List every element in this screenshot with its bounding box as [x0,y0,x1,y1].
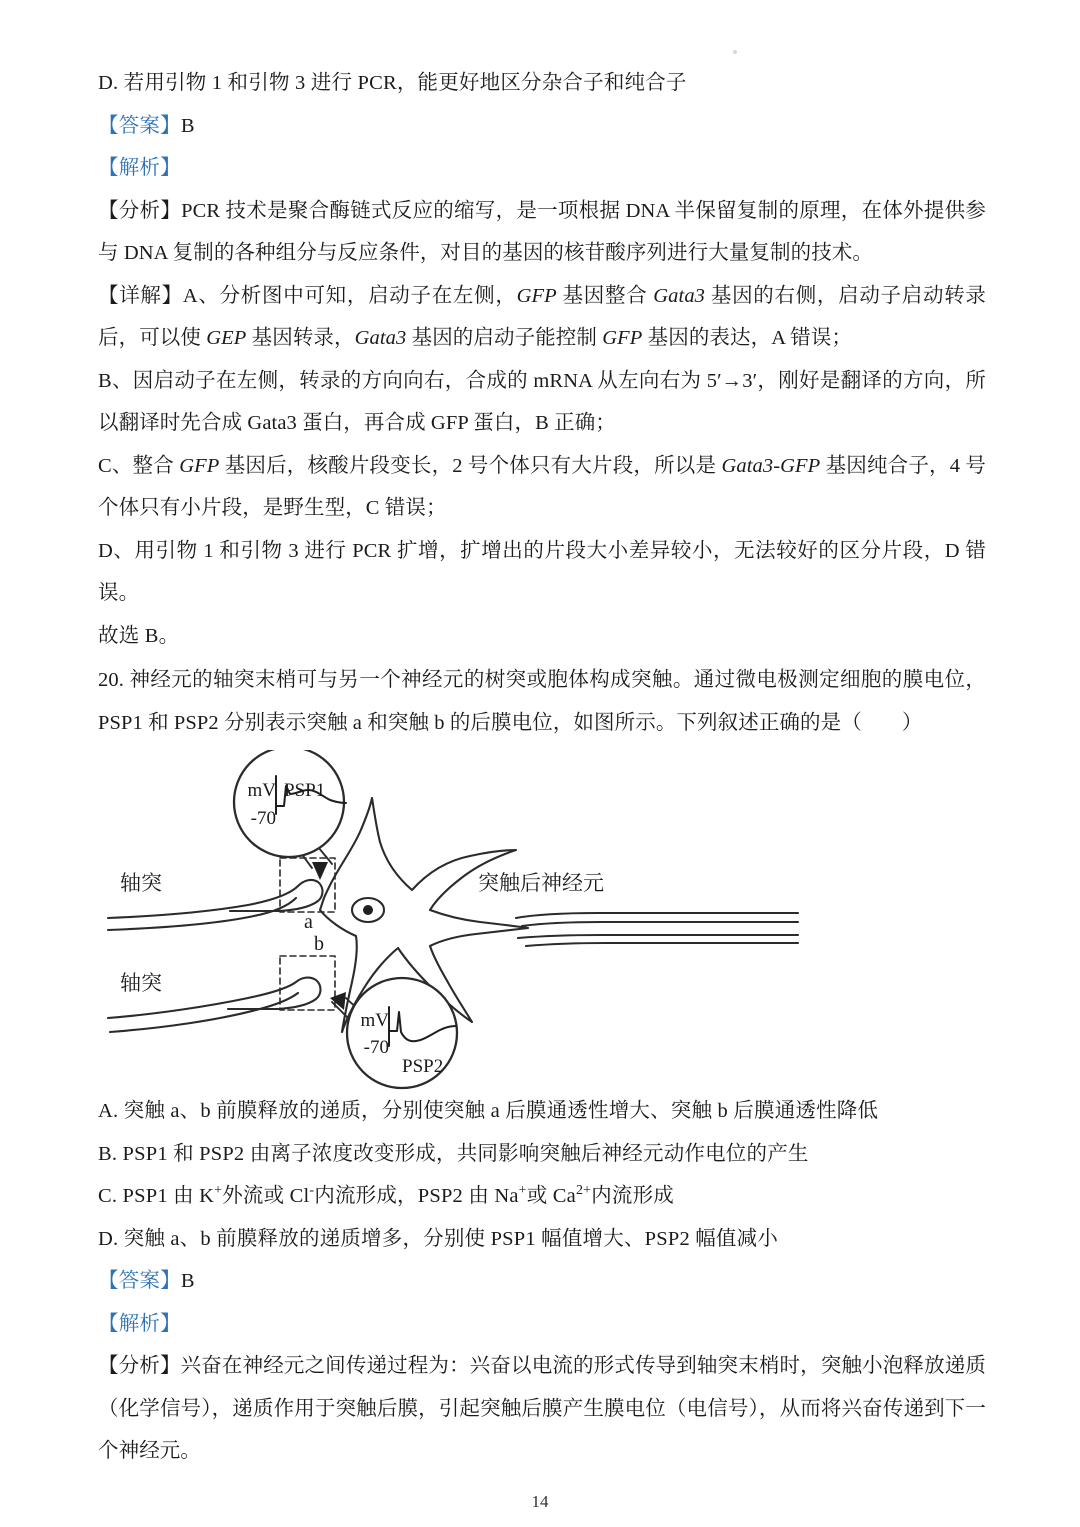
neuron-diagram-svg [98,750,986,1090]
option-c-sup-cl: - [309,1183,315,1199]
explanation-bracket-label: 【解析】 [98,157,181,179]
q20-explanation-bracket-label: 【解析】 [98,1312,181,1335]
question-20-option-d: D. 突触 a、b 前膜释放的递质增多，分别使 PSP1 幅值增大、PSP2 幅值减小 [98,1227,779,1250]
gene-gfp: GFP [516,284,557,307]
neuron-synapse-figure [98,750,986,1090]
prev-detail-d-paragraph: D、用引物 1 和引物 3 进行 PCR 扩增，扩增出的片段大小差异较小，无法较好的区分片段，D 错误。 [98,539,986,604]
option-c-sup-k: + [214,1183,223,1199]
psp2-trace-label: PSP2 [402,1056,444,1077]
detail-c-seg2: 基因后，核酸片段变长，2 号个体只有大片段，所以是 [219,454,722,477]
gene-gfp-2: GFP [602,327,643,349]
question-20-option-c [98,1175,986,1218]
detail-a-seg3: 基因的右侧，启动子启动转录后，可以使 [98,284,987,349]
option-c-sup-na: + [518,1183,527,1199]
gene-gep: GEP [206,327,247,349]
prev-analysis-paragraph [98,190,986,275]
prev-detail-a-paragraph [98,275,986,360]
gene-gata3-gfp: Gata3-GFP [721,454,821,477]
option-c-seg1: C. PSP1 由 K [98,1185,215,1207]
page-content [98,62,986,1473]
psp1-trace-label: PSP1 [284,780,326,801]
option-c-sup-ca: 2+ [575,1183,592,1199]
gene-gata3-b: Gata3 [354,327,407,349]
detail-c-seg1: C、整合 [98,454,180,477]
option-c-seg5: 内流形成 [591,1185,674,1207]
question-20-option-b: B. PSP1 和 PSP2 由离子浓度改变形成，共同影响突触后神经元动作电位的产生 [98,1142,809,1165]
psp1-baseline-label: -70 [250,808,276,829]
detail-bracket-label: 【详解】 [98,284,183,307]
nucleolus [363,905,373,915]
psp2-unit-label: mV [360,1010,389,1031]
axon-label-bottom: 轴突 [120,972,162,995]
prev-explanation-header [98,147,986,190]
question-20-stem-tail: ） [901,711,923,734]
answer-bracket-label: 【答案】 [98,114,181,137]
option-c-seg2: 外流或 Cl [222,1185,310,1207]
option-c-seg3: 内流形成，PSP2 由 Na [314,1185,519,1207]
synapse-b-label: b [314,933,324,955]
psp1-unit-label: mV [247,780,276,801]
prev-conclusion: 故选 B。 [98,624,180,647]
psp1-callout-circle [234,750,344,857]
analysis-bracket-label: 【分析】 [98,199,182,222]
gene-gata3: Gata3 [653,284,706,307]
psp2-baseline-label: -70 [363,1037,389,1058]
prev-question-option-d: D. 若用引物 1 和引物 3 进行 PCR，能更好地区分杂合子和纯合子 [98,72,687,94]
analysis-body: PCR 技术是聚合酶链式反应的缩写，是一项根据 DNA 半保留复制的原理，在体外提供参与 DNA 复制的各种组分与反应条件，对目的基因的核苷酸序列进行大量复制的技术。 [98,199,986,264]
question-20-stem [98,659,986,744]
q20-analysis-body: 兴奋在神经元之间传递过程为：兴奋以电流的形式传导到轴突末梢时，突触小泡释放递质（化学信号），递质作用于突触后膜，引起突触后膜产生膜电位（电信号），从而将兴奋传递到下一个神经元。 [98,1355,986,1462]
prev-detail-c-paragraph [98,445,986,530]
q20-analysis-bracket-label: 【分析】 [98,1355,181,1377]
detail-a-seg1: A、分析图中可知，启动子在左侧， [182,284,517,307]
page-number: 14 [531,1492,549,1511]
synapse-a-arrow [312,862,328,880]
detail-a-seg4: 基因转录， [246,327,355,349]
page-top-mark [733,50,737,54]
question-20-option-a: A. 突触 a、b 前膜释放的递质，分别使突触 a 后膜通透性增大、突触 b 后膜通透性降低 [98,1100,879,1122]
detail-a-seg2: 基因整合 [556,284,654,307]
axon-label-top: 轴突 [120,872,162,895]
detail-a-seg5: 基因的启动子能控制 [406,327,603,349]
question-20-answer-row [98,1260,986,1303]
option-c-seg4: 或 Ca [526,1185,576,1207]
prev-answer-row [98,105,986,148]
synapse-a-label: a [304,911,313,933]
question-20-analysis-paragraph [98,1345,986,1473]
answer-value: B [180,114,195,137]
synapse-b-box [280,956,335,1010]
q20-answer-bracket-label: 【答案】 [98,1270,181,1292]
question-20-stem-text: 20. 神经元的轴突末梢可与另一个神经元的树突或胞体构成突触。通过微电极测定细胞的膜电位，PSP1 和 PSP2 分别表示突触 a 和突触 b 的后膜电位，如图所示。下列叙述正确的是（ [98,669,986,734]
postsynaptic-neuron-label: 突触后神经元 [478,872,604,895]
detail-c-seg3: 基因纯合子，4 号个体只有小片段，是野生型，C 错误； [98,454,986,519]
prev-detail-b-paragraph: B、因启动子在左侧，转录的方向向右，合成的 mRNA 从左向右为 5′→3′，刚好是翻译的方向，所以翻译时先合成 Gata3 蛋白，再合成 GFP 蛋白，B 正确； [98,369,986,434]
detail-a-seg6: 基因的表达，A 错误； [642,327,853,349]
gene-gfp-3: GFP [179,454,220,477]
question-20-explanation-header [98,1303,986,1346]
q20-answer-value: B [180,1270,195,1292]
